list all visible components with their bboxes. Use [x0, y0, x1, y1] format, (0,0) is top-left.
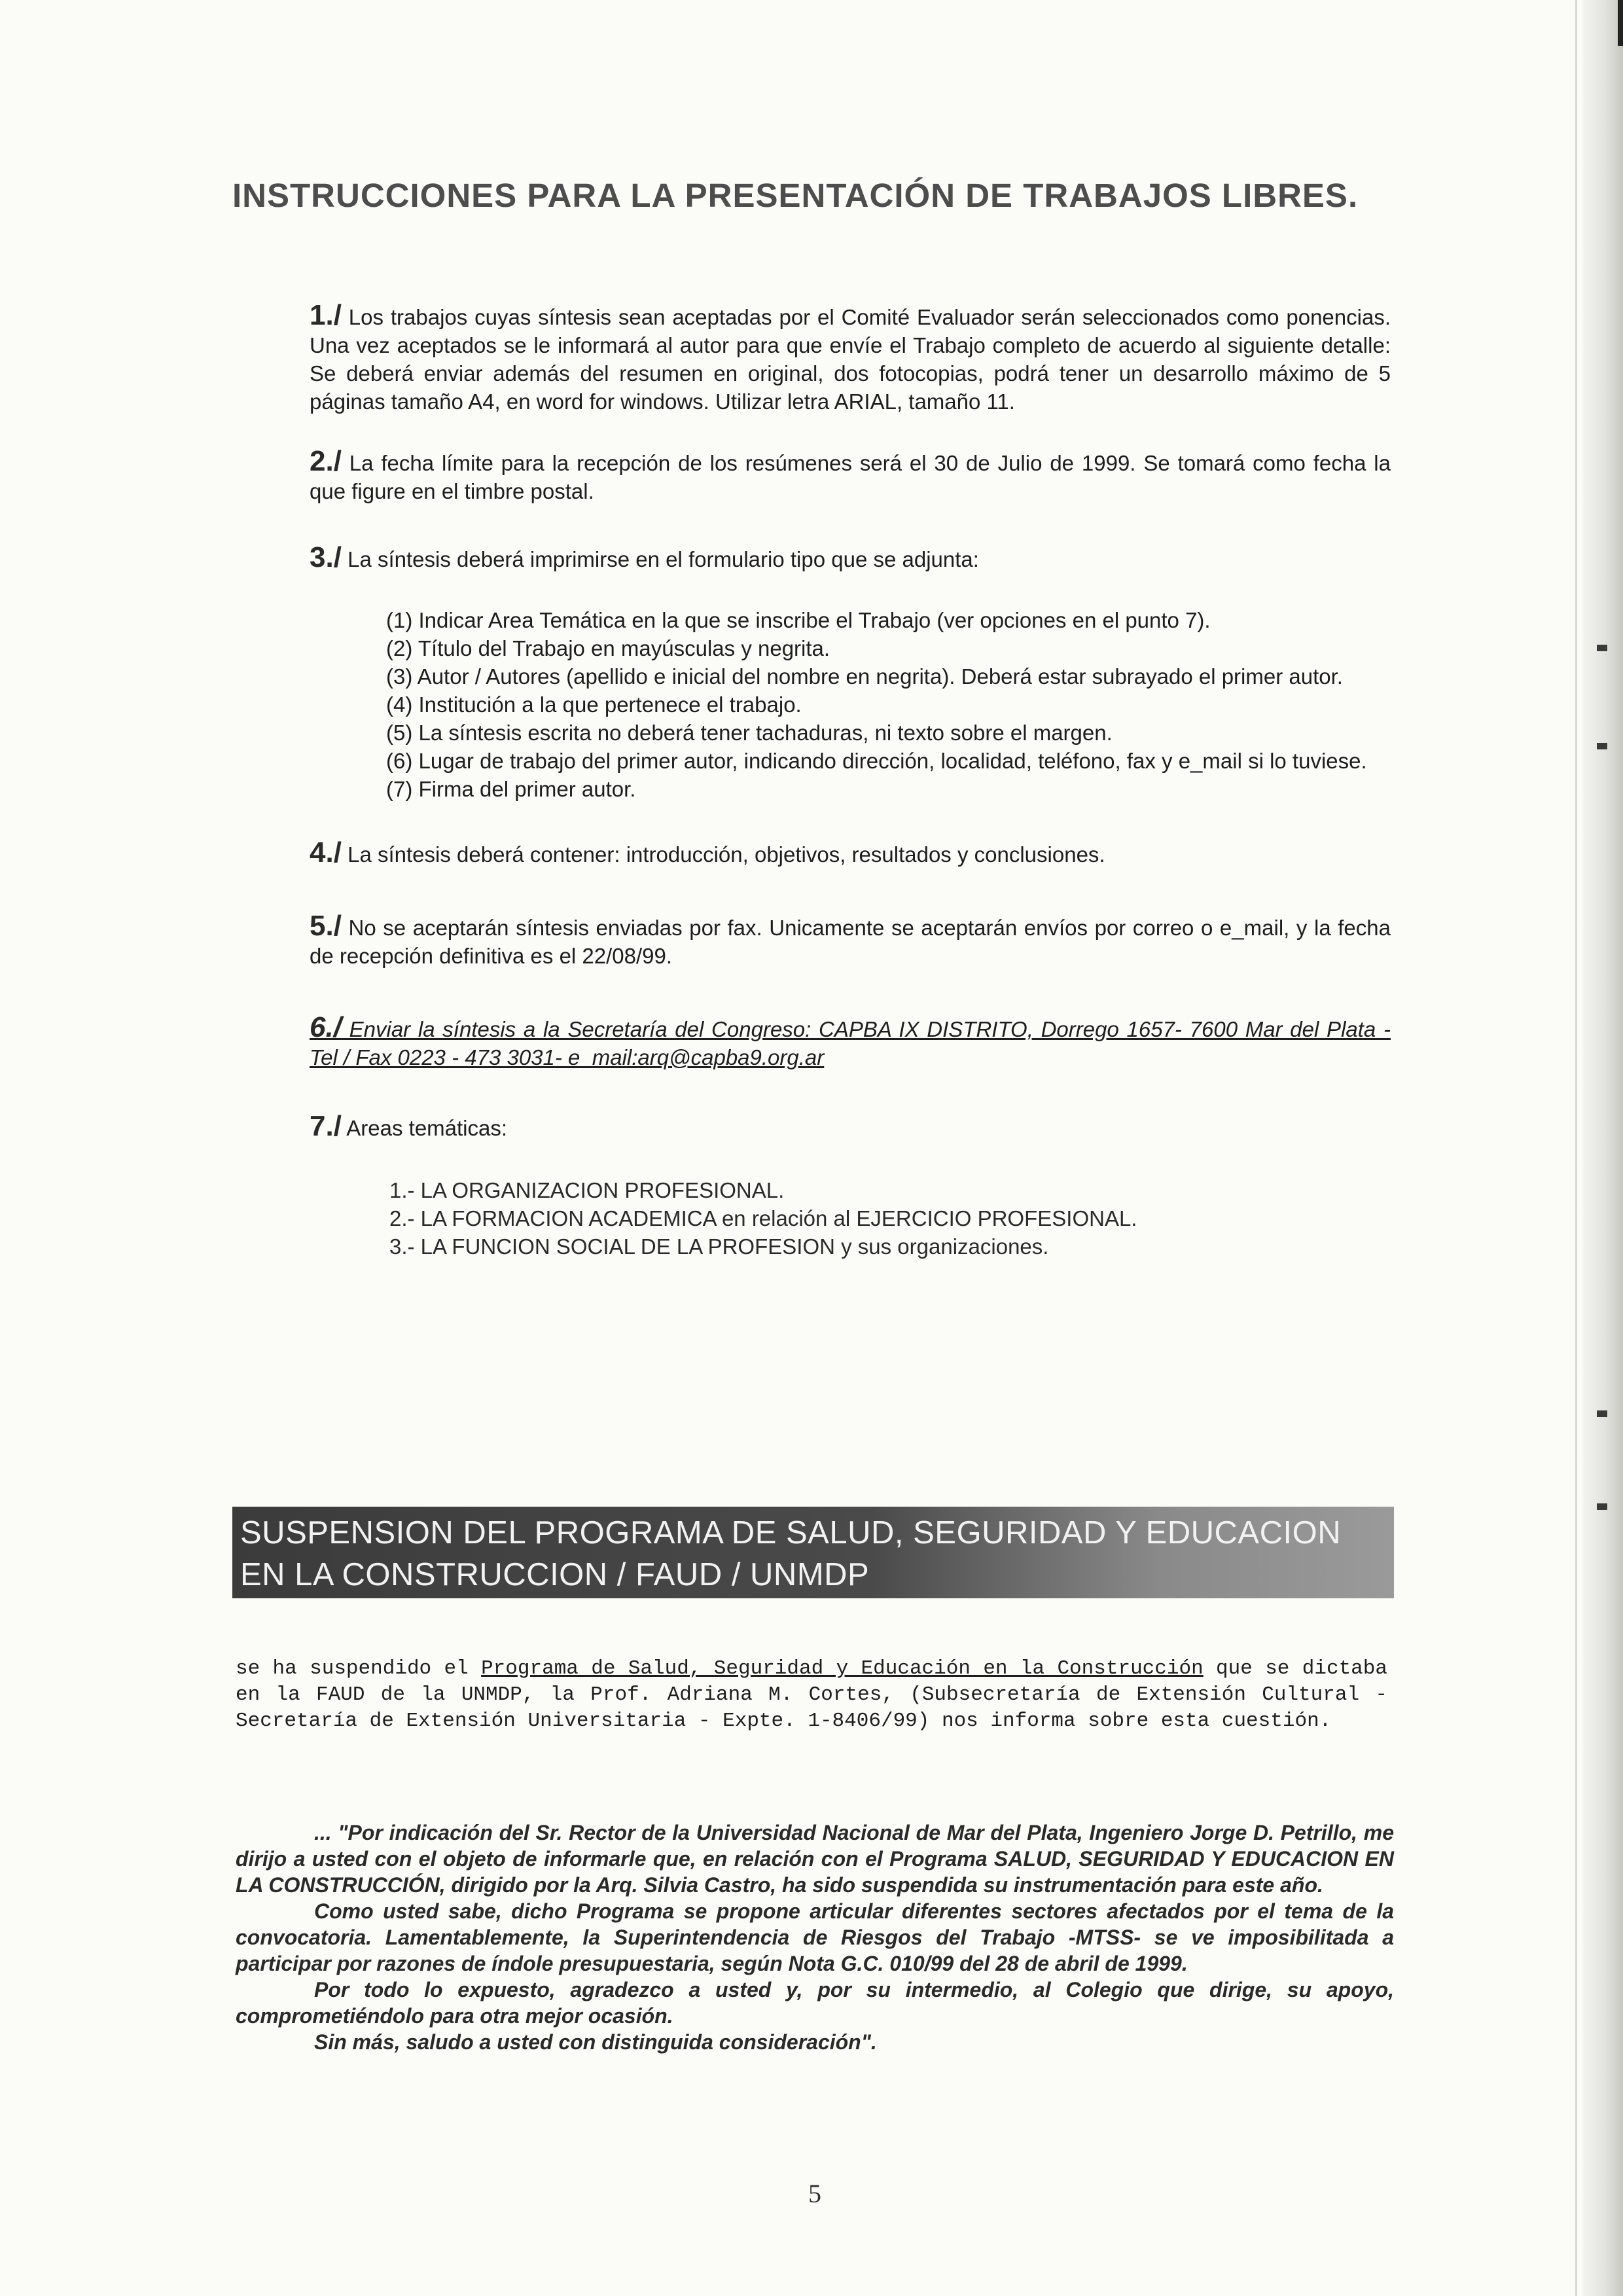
instruction-2	[232, 447, 1391, 505]
list-item: (6) Lugar de trabajo del primer autor, indicando dirección, localidad, teléfono, fax y e_mail si lo tuviese.	[386, 749, 1367, 773]
instruction-text: La síntesis deberá imprimirse en el formulario tipo que se adjunta:	[341, 547, 979, 571]
instruction-text: Areas temáticas:	[341, 1116, 508, 1140]
instruction-number: 1./	[310, 299, 342, 331]
instruction-text: La fecha límite para la recepción de los resúmenes será el 30 de Julio de 1999. Se tomará como fecha la que figure en el timbre postal.	[310, 451, 1391, 503]
thematic-areas-list	[232, 1176, 1391, 1261]
instruction-text: La síntesis deberá contener: introducción, objetivos, resultados y conclusiones.	[341, 842, 1105, 867]
instruction-number: 2./	[310, 445, 342, 477]
margin-mark	[1597, 1503, 1607, 1510]
page-number: 5	[808, 2179, 821, 2208]
list-item: (4) Institución a la que pertenece el trabajo.	[386, 692, 802, 717]
margin-mark	[1597, 645, 1607, 651]
notice-rest: que se dictaba en la FAUD de la UNMDP, la Prof. Adriana M. Cortes, (Subsecretaría de Extensión Cultural - Secretaría de Extensión Universitaria - Expte. 1-8406/99) nos informa sobre esta cuestión.	[236, 1657, 1387, 1732]
instruction-text: Los trabajos cuyas síntesis sean aceptadas por el Comité Evaluador serán seleccionados como ponencias. Una vez aceptados se le informará al autor para que envíe el Trabajo completo de acuerdo al siguiente detalle: Se deberá enviar además del resumen en original, dos fotocopias, podrá tener un desarrollo máximo de 5 páginas tamaño A4, en word for windows. Utilizar letra ARIAL, tamaño 11.	[310, 305, 1391, 414]
letter-paragraph: ... "Por indicación del Sr. Rector de la Universidad Nacional de Mar del Plata, Ingeniero Jorge D. Petrillo, me dirijo a usted con el objeto de informarle que, en relación con el Programa SALUD, SEGURIDAD Y EDUCACION EN LA CONSTRUCCIÓN, dirigido por la Arq. Silvia Castro, ha sido suspendida su instrumentación para este año.	[236, 1821, 1394, 1897]
program-name: Programa de Salud, Seguridad y Educación en la Construcción	[481, 1657, 1204, 1680]
quoted-letter	[236, 1820, 1394, 2055]
list-item: (1) Indicar Area Temática en la que se inscribe el Trabajo (ver opciones en el punto 7).	[386, 608, 1211, 632]
instruction-number: 3./	[310, 541, 342, 573]
instruction-number: 4./	[310, 836, 342, 869]
list-item: 3.- LA FUNCION SOCIAL DE LA PROFESION y sus organizaciones.	[389, 1234, 1049, 1259]
instructions-body	[232, 295, 1391, 1261]
list-item: 2.- LA FORMACION ACADEMICA en relación al EJERCICIO PROFESIONAL.	[389, 1206, 1137, 1230]
margin-mark	[1597, 1410, 1607, 1417]
letter-paragraph: Por todo lo expuesto, agradezco a usted y, por su intermedio, al Colegio que dirige, su apoyo, comprometiéndolo para otra mejor ocasión.	[236, 1978, 1394, 2028]
binding-shadow-line	[1575, 0, 1577, 2296]
instruction-5	[232, 912, 1391, 970]
letter-paragraph: Como usted sabe, dicho Programa se propone articular diferentes sectores afectados por el tema de la convocatoria. Lamentablemente, la Superintendencia de Riesgos del Trabajo -MTSS- se ve imposibilitada a participar por razones de índole presupuestaria, según Nota G.C. 010/99 del 28 de abril de 1999.	[236, 1899, 1394, 1975]
instruction-7	[232, 1112, 1391, 1142]
notice-lead: se ha suspendido el	[236, 1657, 482, 1680]
instruction-4	[232, 838, 1391, 869]
page-edge	[1582, 0, 1623, 2296]
page-title: INSTRUCCIONES PARA LA PRESENTACIÓN DE TRABAJOS LIBRES.	[232, 177, 1359, 214]
instruction-number: 7./	[310, 1110, 342, 1142]
instruction-number: 5./	[310, 910, 342, 942]
list-item: 1.- LA ORGANIZACION PROFESIONAL.	[389, 1178, 785, 1202]
instruction-number: 6./	[310, 1011, 342, 1043]
list-item: (7) Firma del primer autor.	[386, 777, 636, 801]
list-item: (5) La síntesis escrita no deberá tener tachaduras, ni texto sobre el margen.	[386, 721, 1113, 745]
list-item: (3) Autor / Autores (apellido e inicial del nombre en negrita). Deberá estar subrayado el primer autor.	[386, 664, 1343, 689]
instruction-6	[232, 1013, 1391, 1071]
instruction-text: No se aceptarán síntesis enviadas por fax. Unicamente se aceptarán envíos por correo o e_mail, y la fecha de recepción definitiva es el 22/08/99.	[310, 916, 1391, 968]
letter-paragraph: Sin más, saludo a usted con distinguida consideración".	[314, 2030, 877, 2054]
notice-paragraph	[236, 1656, 1387, 1734]
corner-mark	[1618, 0, 1623, 46]
section-banner: SUSPENSION DEL PROGRAMA DE SALUD, SEGURIDAD Y EDUCACION EN LA CONSTRUCCION / FAUD / UNMDP	[232, 1507, 1394, 1598]
form-requirements-list	[232, 606, 1391, 803]
margin-mark	[1597, 743, 1607, 749]
instruction-1	[232, 301, 1391, 416]
instruction-text: Enviar la síntesis a la Secretaría del Congreso: CAPBA IX DISTRITO, Dorrego 1657- 7600 Mar del Plata - Tel / Fax 0223 - 473 3031- e_mail:arq@capba9.org.ar	[310, 1017, 1391, 1069]
list-item: (2) Título del Trabajo en mayúsculas y negrita.	[386, 636, 830, 660]
instruction-3	[232, 543, 1391, 573]
